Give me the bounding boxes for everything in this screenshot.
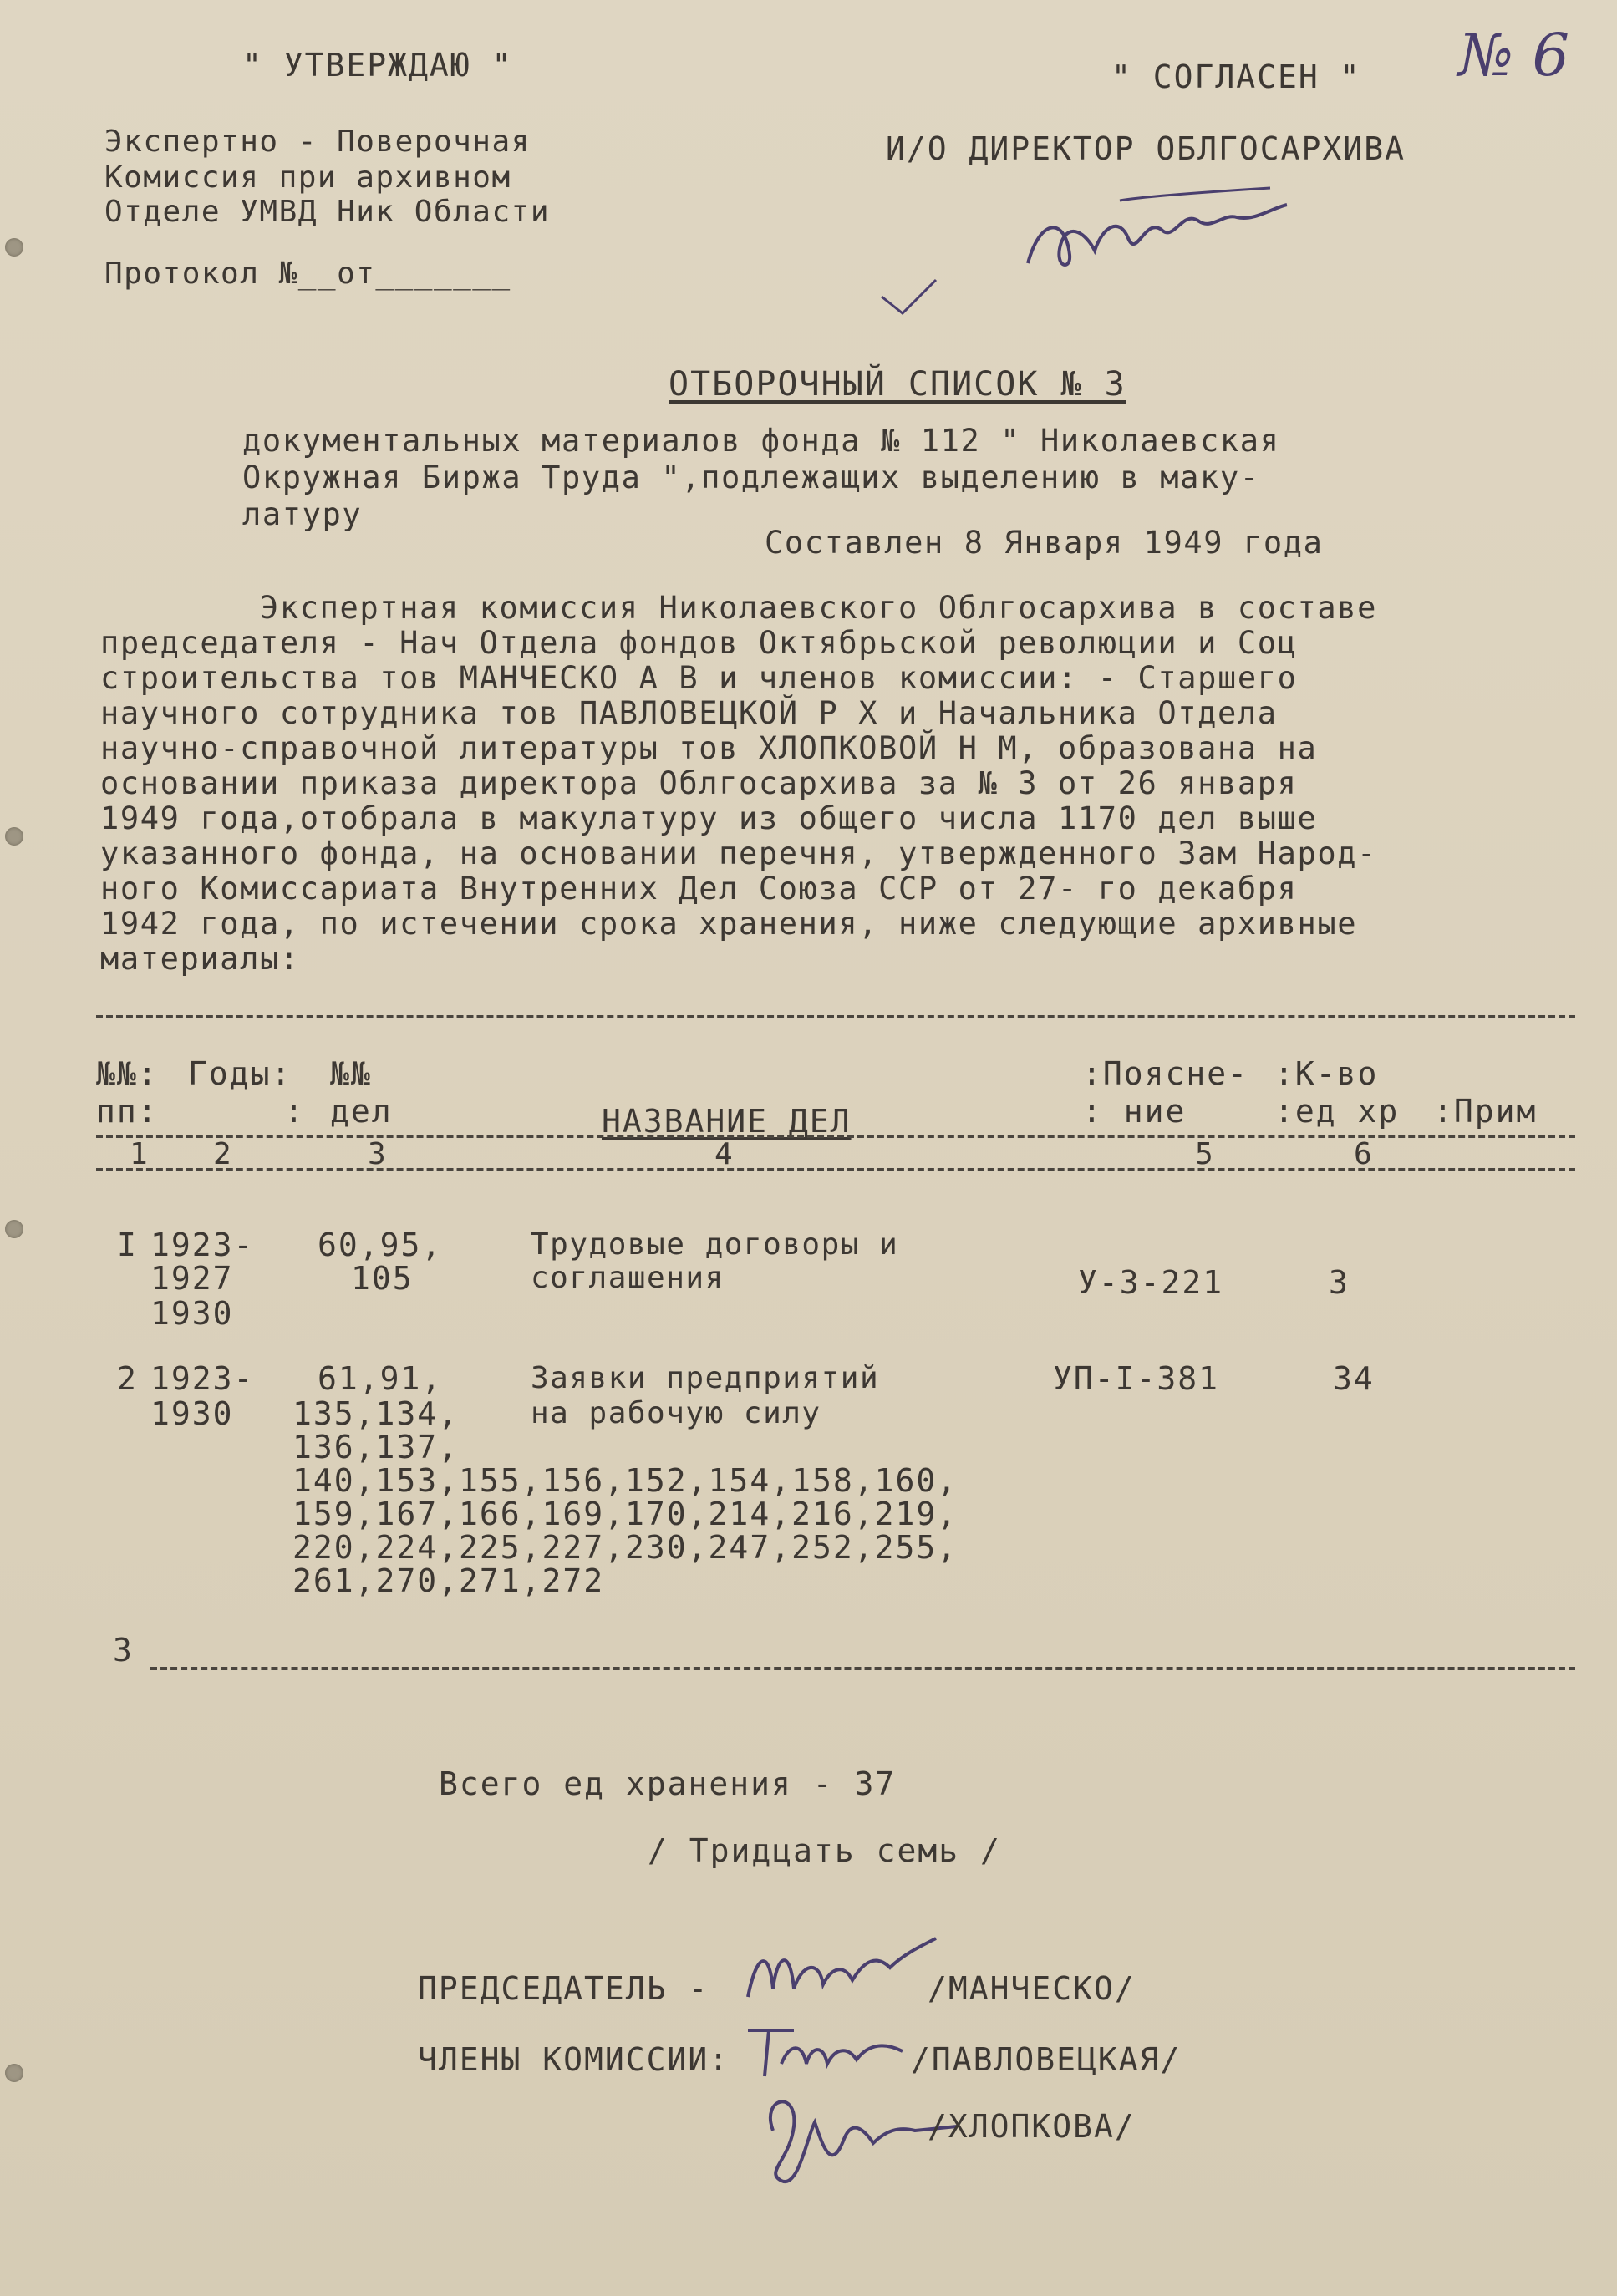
header-count-2: :ед хр	[1274, 1093, 1400, 1130]
header-years-1: Годы:	[188, 1055, 292, 1092]
paragraph-line-3: строительства тов МАНЧЕСКО А В и членов комиссии: - Старшего	[100, 660, 1298, 696]
paragraph-line-2: председателя - Нач Отдела фондов Октябрьской революции и Соц	[100, 625, 1298, 661]
subtitle-line-2: Окружная Биржа Труда ",подлежащих выделению в маку-	[242, 460, 1260, 495]
cases-cont-4: 261,270,271,272	[292, 1562, 605, 1599]
row1-cases-1: 60,95,	[318, 1227, 443, 1263]
paragraph-line-4: научного сотрудника тов ПАВЛОВЕЦКОЙ Р Х и Начальника Отдела	[100, 695, 1278, 731]
col-number-1: 1	[130, 1137, 150, 1171]
header-num-2: пп:	[96, 1093, 159, 1130]
cases-cont-1: 140,153,155,156,152,154,158,160,	[292, 1462, 959, 1499]
compiled-date: Составлен 8 Января 1949 года	[765, 525, 1324, 561]
approve-title: " УТВЕРЖДАЮ "	[242, 47, 513, 84]
member1-signature	[744, 2014, 911, 2089]
paragraph-line-9: ного Комиссариата Внутренних Дел Союза ССР от 27- го декабря	[100, 871, 1298, 907]
header-title: НАЗВАНИЕ ДЕЛ	[602, 1103, 852, 1140]
paragraph-line-10: 1942 года, по истечении срока хранения, ниже следующие архивные	[100, 906, 1358, 942]
row1-note: У-3-221	[1078, 1264, 1224, 1301]
chair-label: ПРЕДСЕДАТЕЛЬ -	[418, 1970, 709, 2007]
col-number-2: 2	[213, 1137, 233, 1171]
row2-cases-2: 135,134,	[292, 1395, 460, 1432]
table-numbers-rule	[96, 1168, 1575, 1171]
row2-num: 2	[117, 1360, 138, 1397]
paragraph-line-11: материалы:	[100, 941, 300, 977]
member2-name: /ХЛОПКОВА/	[928, 2108, 1136, 2145]
paragraph-line-8: указанного фонда, на основании перечня, утвержденного Зам Народ-	[100, 836, 1378, 871]
row2-note: УП-I-381	[1053, 1360, 1220, 1397]
cases-cont-2: 159,167,166,169,170,214,216,219,	[292, 1496, 959, 1532]
row1-count: 3	[1329, 1264, 1350, 1301]
total-count: Всего ед хранения - 37	[439, 1765, 897, 1802]
col-number-3: 3	[368, 1137, 388, 1171]
row1-years-3: 1930	[150, 1295, 234, 1332]
paragraph-line-6: основании приказа директора Облгосархива за № 3 от 26 января	[100, 765, 1298, 801]
col-number-4: 4	[714, 1137, 735, 1171]
header-count-1: :К-во	[1274, 1055, 1379, 1092]
members-label: ЧЛЕНЫ КОМИССИИ:	[418, 2041, 730, 2078]
row2-cases-3: 136,137,	[292, 1429, 460, 1465]
row1-years-2: 1927	[150, 1260, 234, 1297]
corner-number: № 6	[1458, 21, 1570, 89]
director-signature	[1020, 184, 1320, 284]
table-top-rule	[96, 1015, 1575, 1018]
header-note-2: : ние	[1082, 1093, 1187, 1130]
row1-num: I	[117, 1227, 138, 1263]
row2-count: 34	[1333, 1360, 1375, 1397]
punch-hole	[5, 238, 23, 257]
protocol-line: Протокол №__от_______	[104, 257, 511, 291]
col-number-6: 6	[1354, 1137, 1374, 1171]
subtitle-line-1: документальных материалов фонда № 112 " Николаевская	[242, 423, 1280, 459]
header-cases-1: №№	[330, 1055, 372, 1092]
row2-years-2: 1930	[150, 1395, 234, 1432]
punch-hole	[5, 1220, 23, 1238]
header-num-1: №№:	[96, 1055, 159, 1092]
total-words: / Тридцать семь /	[648, 1832, 1001, 1869]
row1-years-1: 1923-	[150, 1227, 255, 1263]
header-remarks: :Прим	[1433, 1093, 1538, 1130]
doc-title: ОТБОРОЧНЫЙ СПИСОК № 3	[669, 365, 1126, 404]
header-note-1: :Поясне-	[1082, 1055, 1249, 1092]
cases-cont-3: 220,224,225,227,230,247,252,255,	[292, 1529, 959, 1566]
header-years-2: :	[284, 1093, 305, 1130]
header-cases-2: дел	[330, 1093, 393, 1130]
punch-hole	[5, 2064, 23, 2082]
approve-line-3: Отделе УМВД Ник Области	[104, 195, 550, 229]
chair-signature	[740, 1922, 940, 2014]
table-end-mark: 3	[113, 1632, 134, 1669]
row1-title-1: Трудовые договоры и	[531, 1227, 899, 1262]
paragraph-line-5: научно-справочной литературы тов ХЛОПКОВОЙ Н М, образована на	[100, 730, 1318, 766]
agree-title: " СОГЛАСЕН "	[1111, 58, 1361, 95]
member1-name: /ПАВЛОВЕЦКАЯ/	[911, 2041, 1182, 2078]
subtitle-line-3: латуру	[242, 496, 363, 532]
paragraph-line-1: Экспертная комиссия Николаевского Облгосархива в составе	[100, 590, 1378, 626]
row1-title-2: соглашения	[531, 1261, 725, 1295]
paragraph-line-7: 1949 года,отобрала в макулатуру из общего числа 1170 дел выше	[100, 800, 1318, 836]
col-number-5: 5	[1195, 1137, 1215, 1171]
approve-line-2: Комиссия при архивном	[104, 160, 511, 195]
approve-line-1: Экспертно - Поверочная	[104, 124, 531, 159]
check-mark	[877, 276, 944, 326]
row2-cases-1: 61,91,	[318, 1360, 443, 1397]
row1-cases-2: 105	[351, 1260, 414, 1297]
punch-hole	[5, 827, 23, 846]
row2-title-2: на рабочую силу	[531, 1396, 821, 1430]
chair-name: /МАНЧЕСКО/	[928, 1970, 1136, 2007]
row2-title-1: Заявки предприятий	[531, 1361, 880, 1395]
table-bottom-rule	[150, 1667, 1575, 1670]
agree-position: И/О ДИРЕКТОР ОБЛГОСАРХИВА	[886, 130, 1406, 167]
row2-years-1: 1923-	[150, 1360, 255, 1397]
